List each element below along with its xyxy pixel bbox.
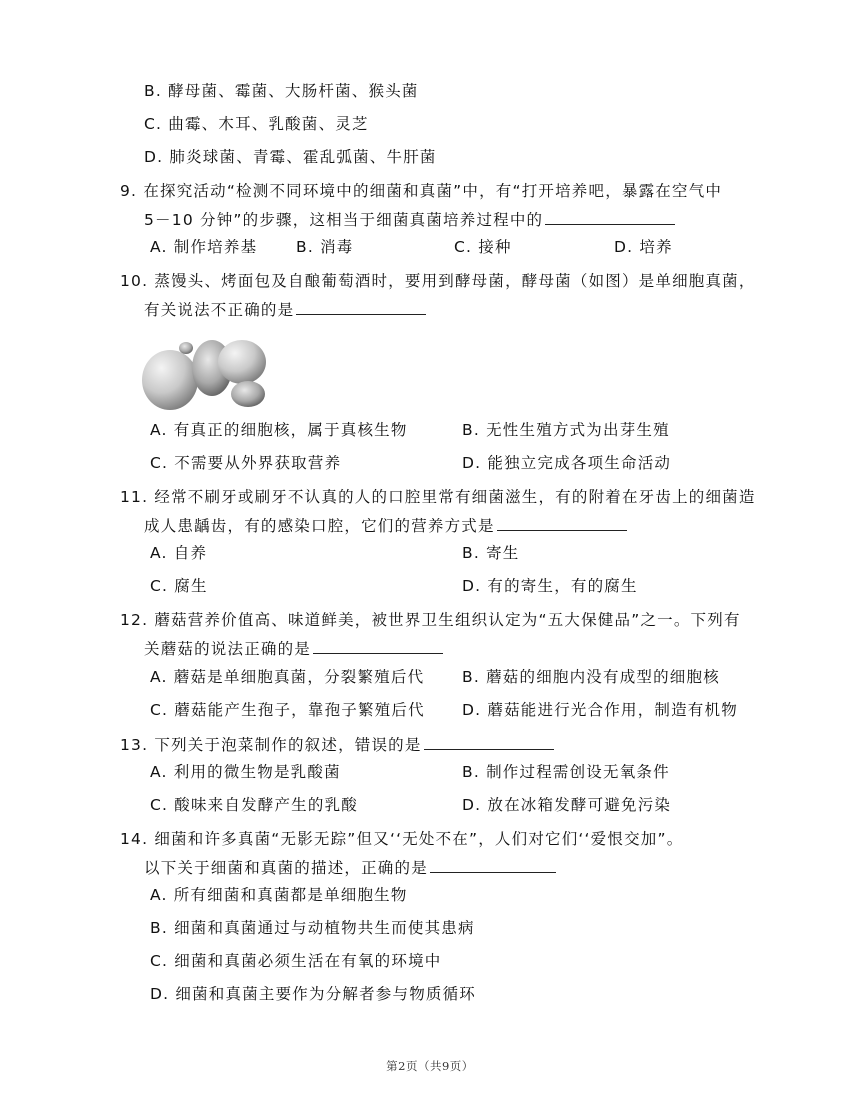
page-number-footer: 第2页（共9页） xyxy=(386,1059,474,1073)
q13-option-b: B. 制作过程需创设无氧条件 xyxy=(462,763,670,781)
q8-option-b: B. 酵母菌、霉菌、大肠杆菌、猴头菌 xyxy=(144,82,419,100)
q10-stem-line1: 10. 蒸馒头、烤面包及自酿葡萄酒时，要用到酵母菌，酵母菌（如图）是单细胞真菌， xyxy=(120,272,756,290)
q11-option-c: C. 腐生 xyxy=(150,577,208,595)
q12-option-a: A. 蘑菇是单细胞真菌，分裂繁殖后代 xyxy=(150,668,425,686)
q13-stem-text: 13. 下列关于泡菜制作的叙述，错误的是 xyxy=(120,736,422,754)
q11-stem-text: 成人患龋齿，有的感染口腔，它们的营养方式是 xyxy=(144,517,495,535)
q9-option-a: A. 制作培养基 xyxy=(150,238,258,256)
q12-option-d: D. 蘑菇能进行光合作用，制造有机物 xyxy=(462,701,738,719)
q12-stem-line1: 12. 蘑菇营养价值高、味道鲜美，被世界卫生组织认定为“五大保健品”之一。下列有 xyxy=(120,611,741,629)
q12-option-b: B. 蘑菇的细胞内没有成型的细胞核 xyxy=(462,668,720,686)
q9-stem-line1: 9. 在探究活动“检测不同环境中的细菌和真菌”中，有“打开培养吧，暴露在空气中 xyxy=(120,182,723,200)
q14-stem-text: 以下关于细菌和真菌的描述，正确的是 xyxy=(144,859,428,877)
q13-option-d: D. 放在冰箱发酵可避免污染 xyxy=(462,796,672,814)
answer-blank xyxy=(424,733,554,750)
q14-stem-line1: 14. 细菌和许多真菌“无影无踪”但又‘‘无处不在”，人们对它们‘‘爱恨交加”。 xyxy=(120,830,684,848)
q10-option-d: D. 能独立完成各项生命活动 xyxy=(462,454,672,472)
q13-option-a: A. 利用的微生物是乳酸菌 xyxy=(150,763,341,781)
q9-option-c: C. 接种 xyxy=(454,238,512,256)
q10-option-b: B. 无性生殖方式为出芽生殖 xyxy=(462,421,670,439)
q14-option-c: C. 细菌和真菌必须生活在有氧的环境中 xyxy=(150,952,442,970)
q12-option-c: C. 蘑菇能产生孢子，靠孢子繁殖后代 xyxy=(150,701,425,719)
q8-option-c: C. 曲霉、木耳、乳酸菌、灵芝 xyxy=(144,115,369,133)
answer-blank xyxy=(430,856,556,873)
q8-option-d: D. 肺炎球菌、青霉、霍乱弧菌、牛肝菌 xyxy=(144,148,437,166)
q10-option-a: A. 有真正的细胞核，属于真核生物 xyxy=(150,421,408,439)
q12-stem-line2 xyxy=(144,637,443,660)
q10-stem-text: 有关说法不正确的是 xyxy=(144,301,295,319)
answer-blank xyxy=(497,514,627,531)
q9-option-d: D. 培养 xyxy=(614,238,673,256)
q10-option-c: C. 不需要从外界获取营养 xyxy=(150,454,342,472)
q9-option-b: B. 消毒 xyxy=(296,238,354,256)
q13-stem-line1 xyxy=(120,733,554,756)
q11-option-d: D. 有的寄生，有的腐生 xyxy=(462,577,638,595)
q14-option-a: A. 所有细菌和真菌都是单细胞生物 xyxy=(150,886,408,904)
q12-stem-text: 关蘑菇的说法正确的是 xyxy=(144,640,312,658)
answer-blank xyxy=(545,208,675,225)
q13-option-c: C. 酸味来自发酵产生的乳酸 xyxy=(150,796,358,814)
q14-option-d: D. 细菌和真菌主要作为分解者参与物质循环 xyxy=(150,985,476,1003)
q11-option-a: A. 自养 xyxy=(150,544,208,562)
q10-stem-line2 xyxy=(144,298,426,321)
yeast-cells-image xyxy=(140,326,270,416)
q9-stem-line2 xyxy=(144,208,675,231)
answer-blank xyxy=(313,637,443,654)
q9-stem-text: 5－10 分钟”的步骤，这相当于细菌真菌培养过程中的 xyxy=(144,211,544,229)
q11-option-b: B. 寄生 xyxy=(462,544,520,562)
q11-stem-line2 xyxy=(144,514,627,537)
q14-stem-line2 xyxy=(144,856,556,879)
q14-option-b: B. 细菌和真菌通过与动植物共生而使其患病 xyxy=(150,919,475,937)
answer-blank xyxy=(296,298,426,315)
q11-stem-line1: 11. 经常不刷牙或刷牙不认真的人的口腔里常有细菌滋生，有的附着在牙齿上的细菌造 xyxy=(120,488,756,506)
